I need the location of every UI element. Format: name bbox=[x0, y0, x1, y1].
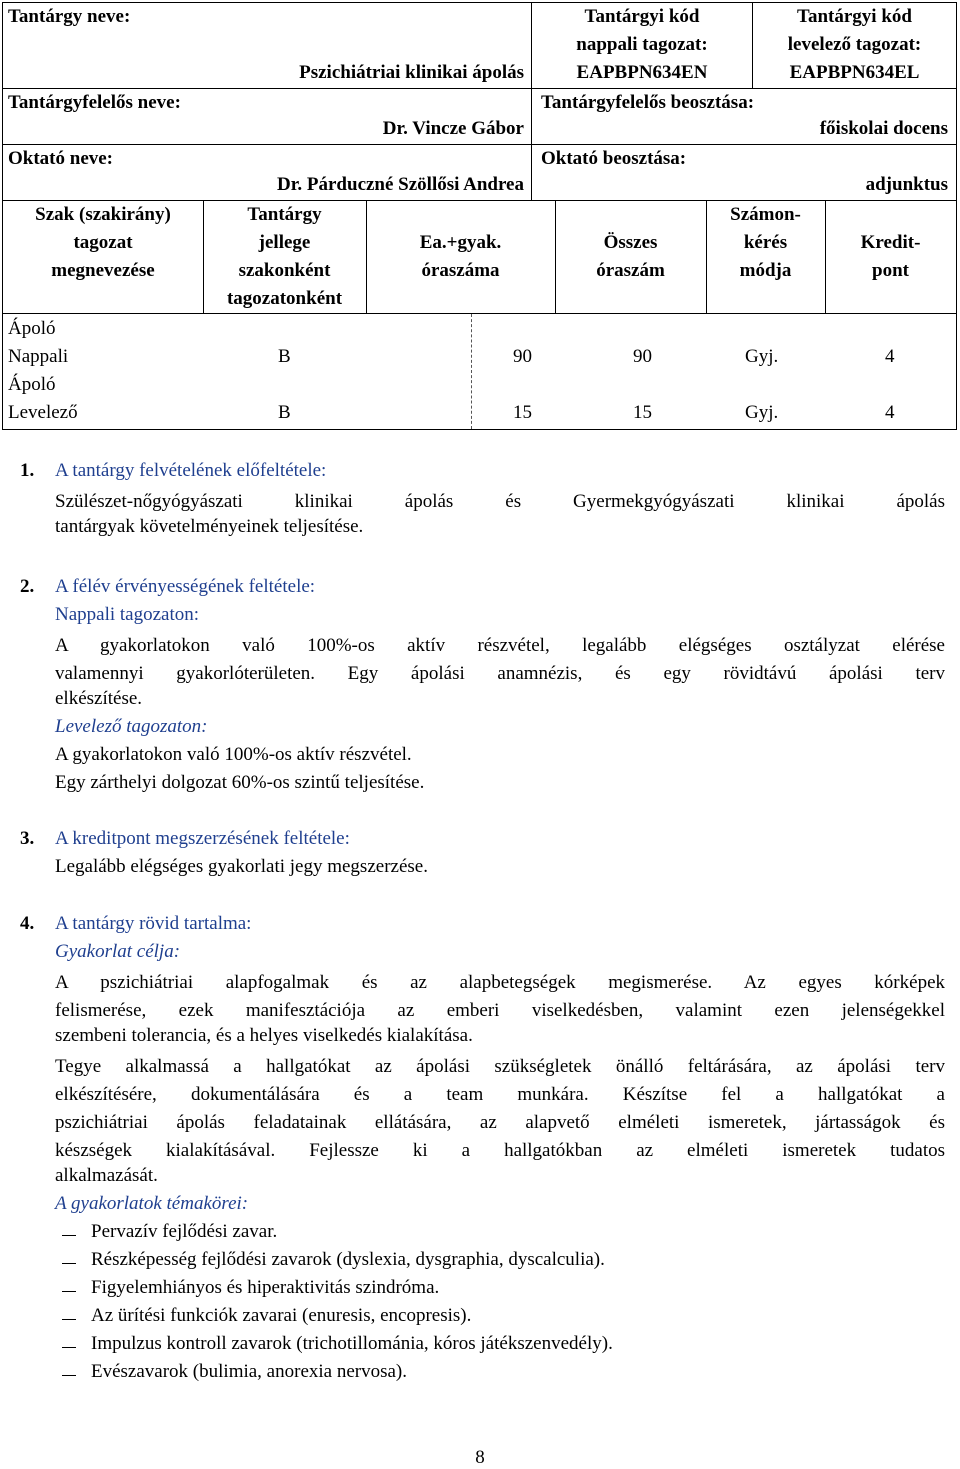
section1-line2: tantárgyak követelményeinek teljesítése. bbox=[55, 516, 364, 537]
code-corr-title2: levelező tagozat: bbox=[787, 34, 922, 55]
section2-day-subtitle: Nappali tagozaton: bbox=[55, 604, 200, 625]
row1-exam: Gyj. bbox=[745, 346, 779, 367]
instructor-position-value: adjunktus bbox=[865, 174, 948, 195]
section4-line3: szembeni tolerancia, és a helyes viselkedés kialakítása. bbox=[55, 1025, 473, 1046]
page-number: 8 bbox=[475, 1447, 485, 1468]
list-bullet bbox=[62, 1347, 76, 1348]
section4-line4: Tegye alkalmassá a hallgatókat az ápolási szükségletek önálló feltárására, az ápolási terv bbox=[55, 1056, 945, 1077]
section3-number: 3. bbox=[20, 828, 35, 849]
list-bullet bbox=[62, 1235, 76, 1236]
row2-major: Ápoló bbox=[8, 374, 56, 395]
header-major-l2: tagozat bbox=[73, 232, 133, 253]
section4-line8: alkalmazását. bbox=[55, 1165, 158, 1186]
section4-line1: A pszichiátriai alapfogalmak és az alapbetegségek megismerése. Az egyes kórképek bbox=[55, 972, 945, 993]
header-hours-l1: Ea.+gyak. bbox=[419, 232, 502, 253]
row2-hours: 15 bbox=[513, 402, 532, 423]
section4-line6: pszichiátriai ápolás feladatainak ellátására, az alapvető elméleti ismeretek, jártasságok és bbox=[55, 1112, 945, 1133]
code-day-value: EAPBPN634EN bbox=[576, 62, 708, 83]
instructor-name-label: Oktató neve: bbox=[8, 148, 114, 169]
header-credit-l2: pont bbox=[872, 260, 909, 281]
subject-name-value: Pszichiátriai klinikai ápolás bbox=[299, 62, 524, 83]
list-item: Impulzus kontroll zavarok (trichotillománia, kóros játékszenvedély). bbox=[91, 1333, 613, 1354]
instructor-name-value: Dr. Párduczné Szöllősi Andrea bbox=[276, 174, 524, 195]
header-type-l3: szakonként bbox=[238, 260, 331, 281]
section4-line5: elkészítésére, dokumentálására és a team munkára. Készítse fel a hallgatókat a bbox=[55, 1084, 945, 1105]
section2-line2: valamennyi gyakorlóterületen. Egy ápolási anamnézis, és egy rövidtávú ápolási terv bbox=[55, 663, 945, 684]
list-item: Evészavarok (bulimia, anorexia nervosa). bbox=[91, 1361, 408, 1382]
header-exam-l3: módja bbox=[739, 260, 792, 281]
list-item: Részképesség fejlődési zavarok (dyslexia, dysgraphia, dyscalculia). bbox=[91, 1249, 605, 1270]
subject-name-label: Tantárgy neve: bbox=[8, 6, 131, 27]
row2-exam: Gyj. bbox=[745, 402, 779, 423]
header-major-l1: Szak (szakirány) bbox=[35, 204, 171, 225]
responsible-position-value: főiskolai docens bbox=[819, 118, 948, 139]
code-day-title2: nappali tagozat: bbox=[576, 34, 708, 55]
header-hours-l2: óraszáma bbox=[421, 260, 500, 281]
row2-mode: Levelező bbox=[8, 402, 78, 423]
section2-line4: A gyakorlatokon való 100%-os aktív részvétel. bbox=[55, 744, 412, 765]
header-type-l4: tagozatonként bbox=[226, 288, 343, 309]
responsible-name-label: Tantárgyfelelős neve: bbox=[8, 92, 181, 113]
section2-line3: elkészítése. bbox=[55, 688, 143, 709]
row1-mode: Nappali bbox=[8, 346, 69, 367]
responsible-name-value: Dr. Vincze Gábor bbox=[382, 118, 524, 139]
section2-corr-subtitle: Levelező tagozaton: bbox=[55, 716, 208, 737]
header-major-l3: megnevezése bbox=[51, 260, 155, 281]
list-bullet bbox=[62, 1375, 76, 1376]
row1-total: 90 bbox=[633, 346, 652, 367]
list-item: Figyelemhiányos és hiperaktivitás szindróma. bbox=[91, 1277, 440, 1298]
instructor-position-label: Oktató beosztása: bbox=[541, 148, 687, 169]
section4-topics-subtitle: A gyakorlatok témakörei: bbox=[55, 1193, 249, 1214]
section1-number: 1. bbox=[20, 460, 35, 481]
row2-total: 15 bbox=[633, 402, 652, 423]
code-corr-title1: Tantárgyi kód bbox=[797, 6, 912, 27]
section2-line1: A gyakorlatokon való 100%-os aktív részvétel, legalább elégséges osztályzat elérése bbox=[55, 635, 945, 656]
header-total-l1: Összes bbox=[603, 232, 658, 253]
responsible-position-label: Tantárgyfelelős beosztása: bbox=[541, 92, 755, 113]
section4-line2: felismerése, ezek manifesztációja az emberi viselkedésben, valamint ezen jelenségekkel bbox=[55, 1000, 945, 1021]
section4-line7: készségek kialakításával. Fejlessze ki a hallgatókban az elméleti ismeretek tudatos bbox=[55, 1140, 945, 1161]
header-total-l2: óraszám bbox=[596, 260, 665, 281]
section4-goal-subtitle: Gyakorlat célja: bbox=[55, 941, 181, 962]
code-corr-value: EAPBPN634EL bbox=[789, 62, 920, 83]
list-bullet bbox=[62, 1319, 76, 1320]
list-item: Az ürítési funkciók zavarai (enuresis, encopresis). bbox=[91, 1305, 472, 1326]
section1-line1: Szülészet-nőgyógyászati klinikai ápolás és Gyermekgyógyászati klinikai ápolás bbox=[55, 491, 945, 512]
section4-number: 4. bbox=[20, 913, 35, 934]
row2-type: B bbox=[278, 402, 291, 423]
list-bullet bbox=[62, 1291, 76, 1292]
list-item: Pervazív fejlődési zavar. bbox=[91, 1221, 278, 1242]
section2-number: 2. bbox=[20, 576, 35, 597]
row2-credit: 4 bbox=[885, 402, 895, 423]
row1-major: Ápoló bbox=[8, 318, 56, 339]
header-type-l2: jellege bbox=[258, 232, 311, 253]
section4-title: A tantárgy rövid tartalma: bbox=[55, 913, 252, 934]
row1-credit: 4 bbox=[885, 346, 895, 367]
row1-hours: 90 bbox=[513, 346, 532, 367]
section1-title: A tantárgy felvételének előfeltétele: bbox=[55, 460, 327, 481]
section2-title: A félév érvényességének feltétele: bbox=[55, 576, 316, 597]
list-bullet bbox=[62, 1263, 76, 1264]
header-type-l1: Tantárgy bbox=[247, 204, 322, 225]
code-day-title1: Tantárgyi kód bbox=[584, 6, 700, 27]
header-credit-l1: Kredit- bbox=[860, 232, 921, 253]
header-exam-l2: kérés bbox=[743, 232, 788, 253]
header-exam-l1: Számon- bbox=[730, 204, 801, 225]
section2-line5: Egy zárthelyi dolgozat 60%-os szintű teljesítése. bbox=[55, 772, 425, 793]
section3-title: A kreditpont megszerzésének feltétele: bbox=[55, 828, 350, 849]
section3-line1: Legalább elégséges gyakorlati jegy megszerzése. bbox=[55, 856, 428, 877]
row1-type: B bbox=[278, 346, 291, 367]
